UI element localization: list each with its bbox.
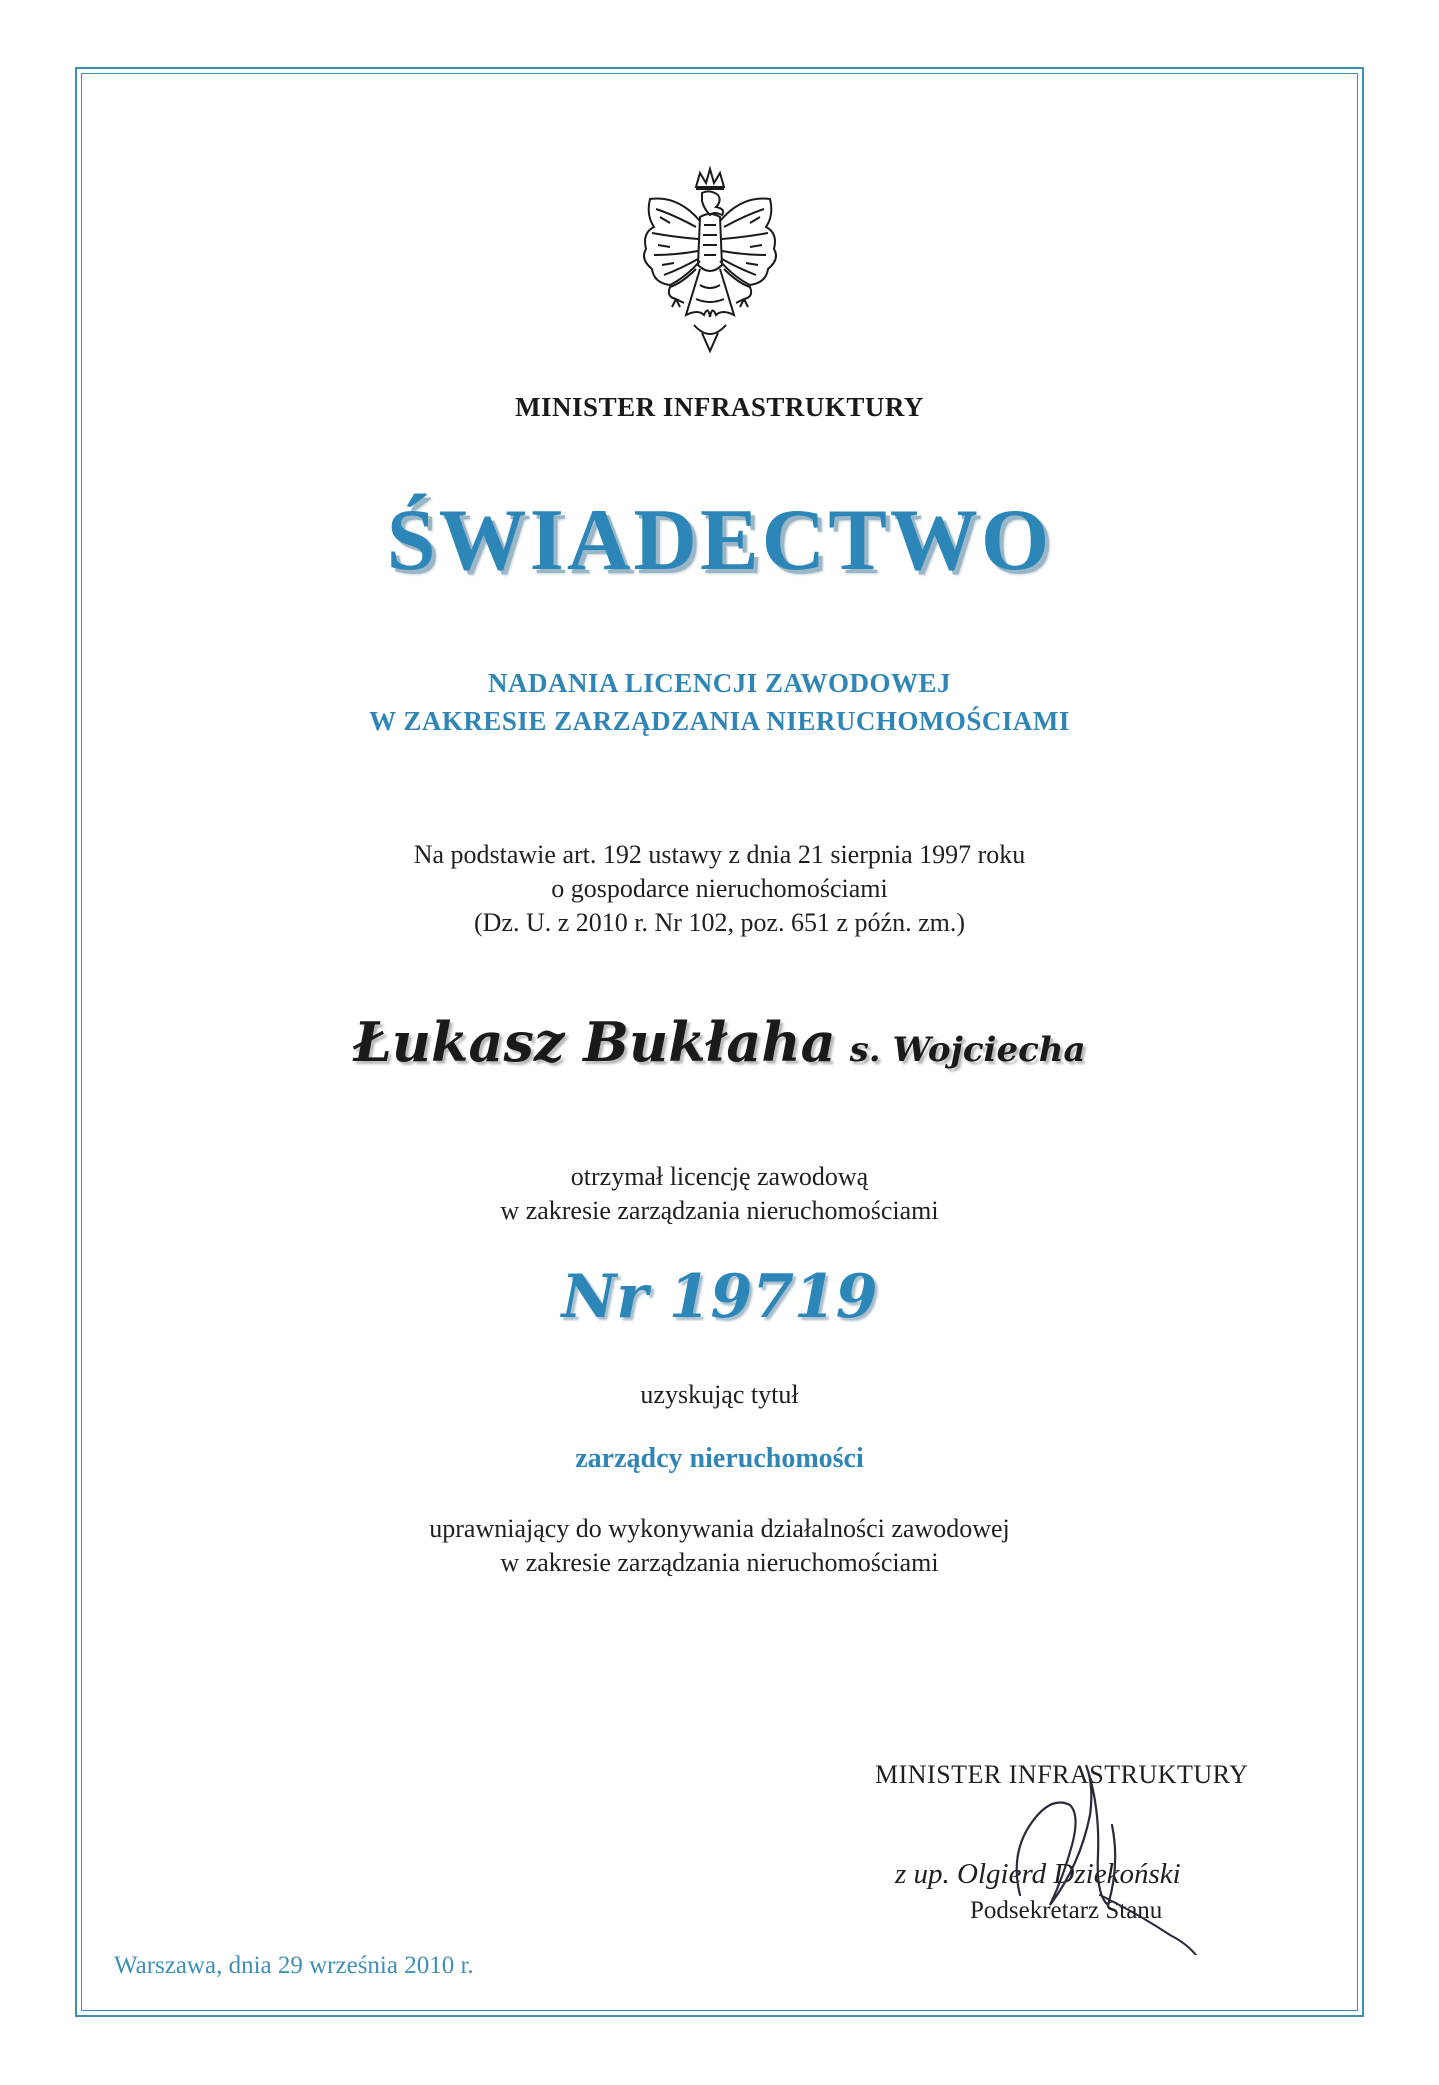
legal-basis-line2: o gospodarce nieruchomościami <box>551 874 888 903</box>
certificate-subtitle-line2: W ZAKRESIE ZARZĄDZANIA NIERUCHOMOŚCIAMI <box>369 706 1070 736</box>
certificate-title: ŚWIADECTWO <box>386 492 1053 589</box>
signatory-name: z up. Olgierd Dziekoński <box>895 1858 1181 1890</box>
legal-basis-line3: (Dz. U. z 2010 r. Nr 102, poz. 651 z późn. zm.) <box>474 908 965 937</box>
handwritten-signature-icon <box>990 1745 1230 1955</box>
legal-basis-line1: Na podstawie art. 192 ustawy z dnia 21 sierpnia 1997 roku <box>413 840 1026 869</box>
entitling-line1: uprawniający do wykonywania działalności zawodowej <box>429 1514 1010 1543</box>
holder-patronymic: s. Wojciecha <box>849 1030 1086 1070</box>
license-number: Nr 19719 <box>561 1262 878 1332</box>
obtaining-title-text: uzyskując tytuł <box>640 1380 799 1409</box>
holder-name: Łukasz Bukłaha <box>353 1010 836 1074</box>
certificate-subtitle-line1: NADANIA LICENCJI ZAWODOWEJ <box>487 668 952 698</box>
entitling-line2: w zakresie zarządzania nieruchomościami <box>500 1548 939 1577</box>
license-received-line1: otrzymał licencję zawodową <box>570 1162 869 1191</box>
issuer-heading: MINISTER INFRASTRUKTURY <box>515 392 924 422</box>
holder-name-line <box>0 1010 1439 1074</box>
place-and-date: Warszawa, dnia 29 września 2010 r. <box>114 1952 474 1979</box>
professional-title: zarządcy nieruchomości <box>575 1443 864 1474</box>
signatory-role: Podsekretarz Stanu <box>970 1897 1163 1924</box>
license-received-line2: w zakresie zarządzania nieruchomościami <box>500 1196 939 1225</box>
signatory-office: MINISTER INFRASTRUKTURY <box>875 1760 1249 1789</box>
eagle-emblem-icon <box>630 165 790 355</box>
